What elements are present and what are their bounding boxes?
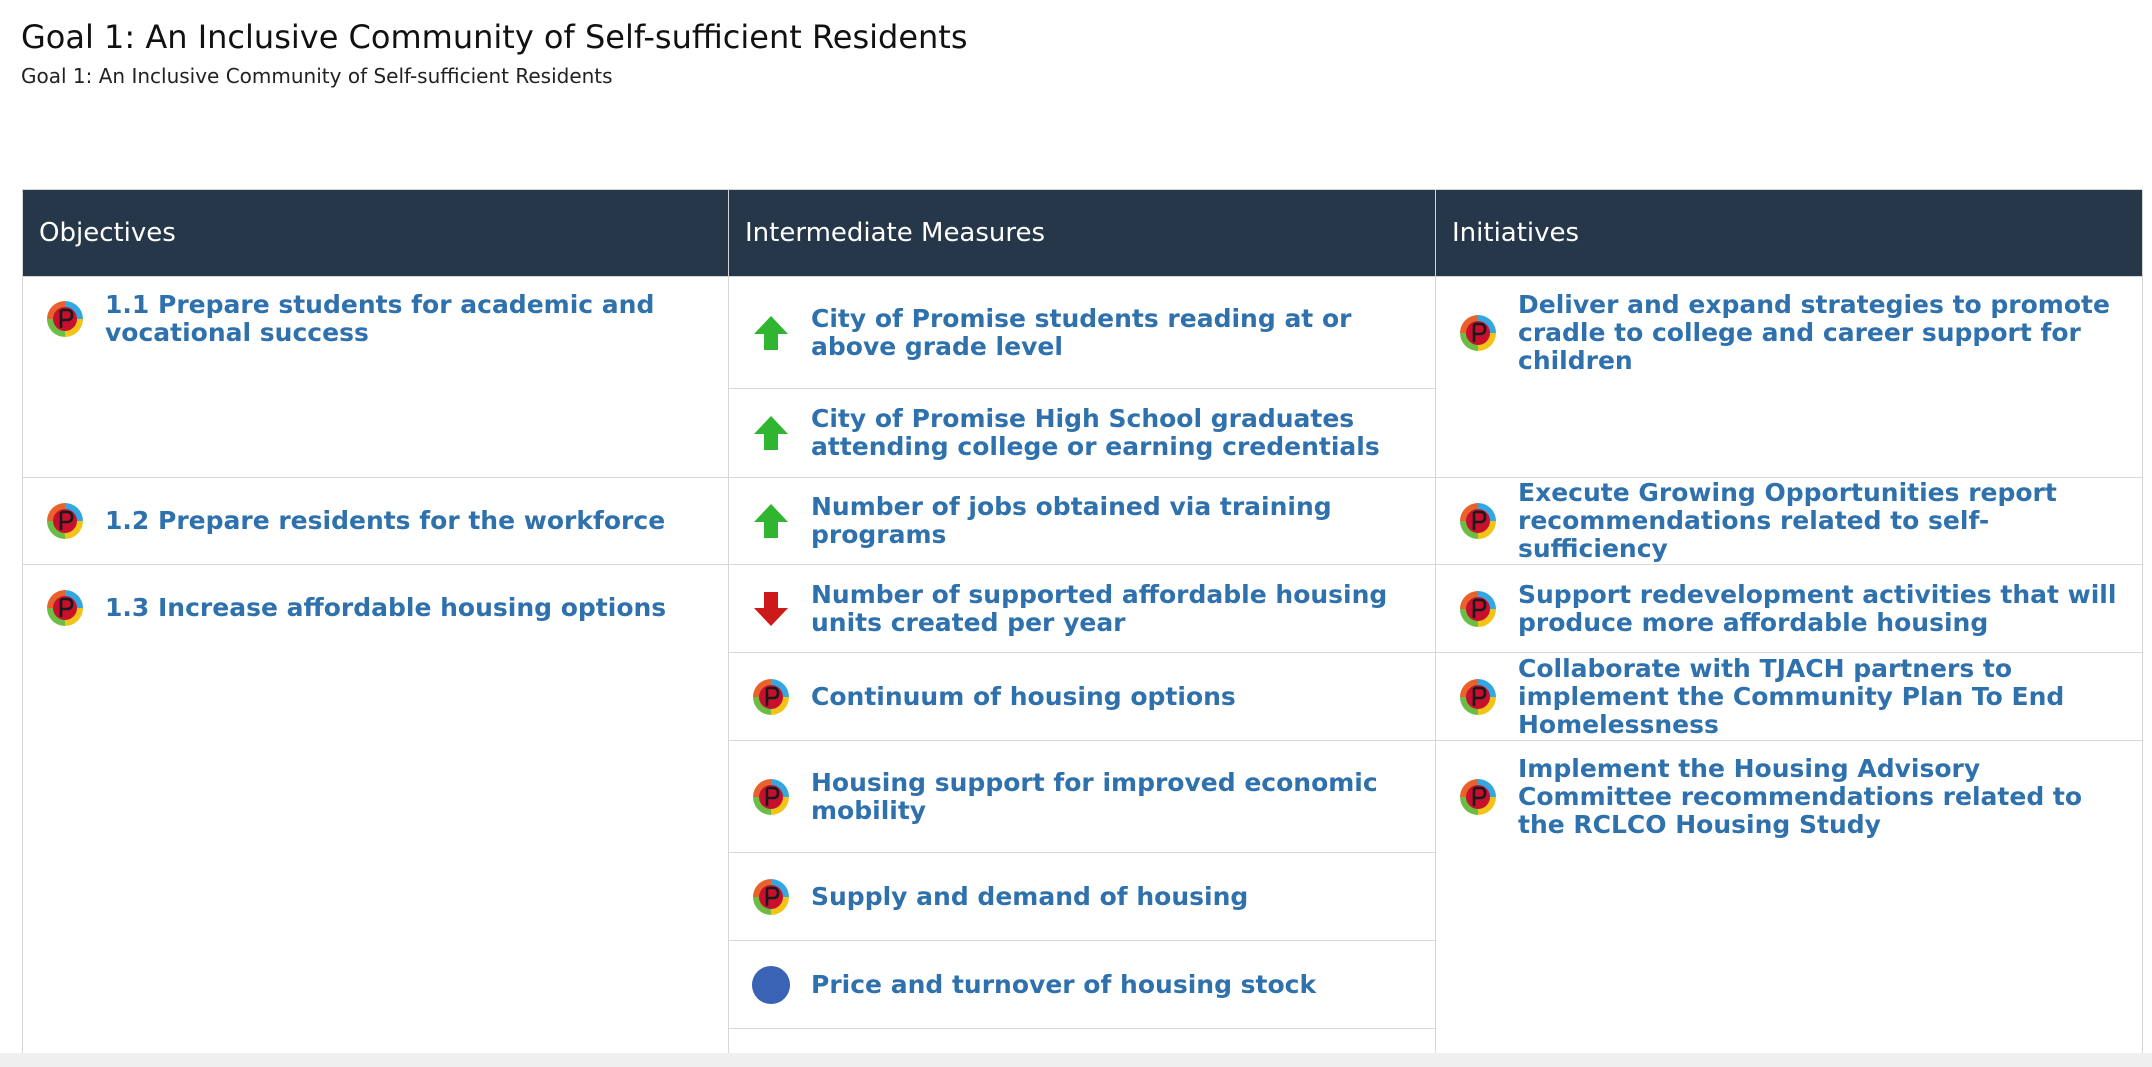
promise-logo-icon	[1458, 677, 1498, 717]
objective-item[interactable]	[23, 565, 728, 651]
initiative-item[interactable]	[1436, 741, 2142, 853]
measure-item[interactable]	[729, 389, 1435, 477]
objective-item[interactable]	[23, 277, 728, 361]
objective-cell	[23, 277, 729, 478]
measure-link[interactable]: Continuum of housing options	[811, 681, 1236, 711]
initiative-link[interactable]: Execute Growing Opportunities report recommendations related to self-sufficiency	[1518, 478, 2057, 563]
promise-logo-icon	[1458, 589, 1498, 629]
measures-cell	[729, 478, 1436, 565]
initiatives-cell	[1436, 565, 2143, 1067]
table-row	[23, 478, 2143, 565]
page-subtitle: Goal 1: An Inclusive Community of Self-sufficient Residents	[21, 64, 613, 88]
promise-logo-icon	[1458, 777, 1498, 817]
measure-item[interactable]	[729, 741, 1435, 853]
promise-logo-icon	[1458, 313, 1498, 353]
arrow-up-icon	[751, 501, 791, 541]
initiative-item[interactable]	[1436, 565, 2142, 653]
measure-item[interactable]	[729, 478, 1435, 564]
initiative-link[interactable]: Support redevelopment activities that will produce more affordable housing	[1518, 579, 2117, 637]
column-header-initiatives: Initiatives	[1436, 190, 2143, 277]
initiative-item[interactable]	[1436, 277, 2142, 389]
objective-item[interactable]	[23, 478, 728, 564]
initiatives-cell	[1436, 478, 2143, 565]
measure-link[interactable]: Housing support for improved economic mobility	[811, 767, 1378, 825]
measure-link[interactable]: Number of supported affordable housing units created per year	[811, 579, 1388, 637]
measures-cell	[729, 565, 1436, 1067]
table-header-row	[23, 190, 2143, 277]
page-title: Goal 1: An Inclusive Community of Self-sufficient Residents	[21, 18, 968, 56]
promise-logo-icon	[751, 677, 791, 717]
objective-cell	[23, 565, 729, 1067]
promise-logo-icon	[45, 501, 85, 541]
measure-link[interactable]: City of Promise students reading at or above grade level	[811, 303, 1352, 361]
initiative-link[interactable]: Collaborate with TJACH partners to implement the Community Plan To End Homelessness	[1518, 653, 2065, 739]
measure-item[interactable]	[729, 941, 1435, 1029]
objective-link[interactable]: 1.2 Prepare residents for the workforce	[105, 506, 666, 535]
initiative-link[interactable]: Deliver and expand strategies to promote cradle to college and career support for children	[1518, 290, 2110, 375]
blue-circle-icon	[751, 965, 791, 1005]
initiative-link[interactable]: Implement the Housing Advisory Committee recommendations related to the RCLCO Housing Study	[1518, 754, 2083, 839]
column-header-objectives: Objectives	[23, 190, 729, 277]
table-row	[23, 565, 2143, 1067]
promise-logo-icon	[751, 777, 791, 817]
arrow-down-icon	[751, 589, 791, 629]
promise-logo-icon	[45, 588, 85, 628]
measure-item[interactable]	[729, 653, 1435, 741]
promise-logo-icon	[1458, 501, 1498, 541]
objective-link[interactable]: 1.1 Prepare students for academic and vocational success	[105, 290, 655, 347]
measure-item[interactable]	[729, 277, 1435, 389]
horizontal-scrollbar[interactable]	[0, 1053, 2152, 1067]
goal-table	[22, 189, 2143, 1067]
initiatives-cell	[1436, 277, 2143, 478]
column-header-measures: Intermediate Measures	[729, 190, 1436, 277]
initiative-item[interactable]	[1436, 478, 2142, 564]
measure-item[interactable]	[729, 853, 1435, 941]
arrow-up-icon	[751, 413, 791, 453]
objective-link[interactable]: 1.3 Increase affordable housing options	[105, 593, 667, 622]
arrow-up-icon	[751, 313, 791, 353]
measure-link[interactable]: City of Promise High School graduates attending college or earning credentials	[811, 404, 1380, 461]
measure-link[interactable]: Price and turnover of housing stock	[811, 969, 1317, 999]
measure-item[interactable]	[729, 565, 1435, 653]
measure-link[interactable]: Number of jobs obtained via training programs	[811, 492, 1332, 549]
initiative-item[interactable]	[1436, 653, 2142, 741]
promise-logo-icon	[751, 877, 791, 917]
measures-cell	[729, 277, 1436, 478]
measure-link[interactable]: Supply and demand of housing	[811, 881, 1249, 911]
table-row	[23, 277, 2143, 478]
objective-cell	[23, 478, 729, 565]
promise-logo-icon	[45, 299, 85, 339]
